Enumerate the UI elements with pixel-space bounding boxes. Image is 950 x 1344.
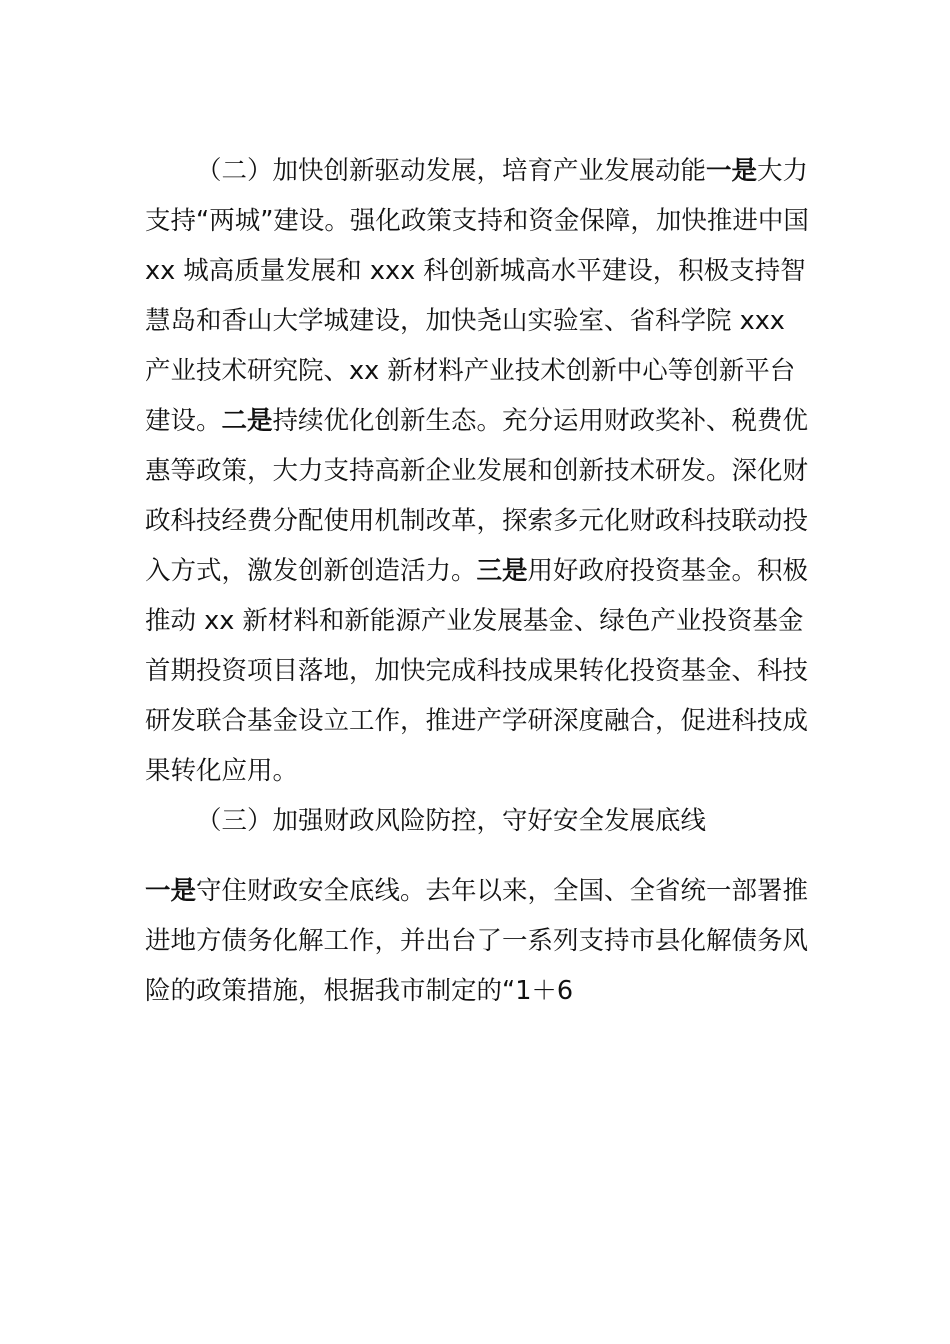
document-body bbox=[145, 146, 810, 1016]
section-3-point-1-label: 一是 bbox=[145, 876, 197, 906]
point-3-label: 三是 bbox=[476, 556, 528, 586]
point-1-label: 一是 bbox=[706, 156, 758, 186]
point-3-text: 用好政府投资基金。积极推动 xx 新材料和新能源产业发展基金、绿色产业投资基金首期投资项目落地，加快完成科技成果转化投资基金、科技研发联合基金设立工作，推进产学研深度融合，促进科技成果转化应用。 bbox=[145, 556, 809, 786]
point-1-text: 大力支持“两城”建设。强化政策支持和资金保障，加快推进中国 xx 城高质量发展和 xxx 科创新城高水平建设，积极支持智慧岛和香山大学城建设，加快尧山实验室、省科学院 xxx 产业技术研究院、xx 新材料产业技术创新中心等创新平台建设。 bbox=[145, 156, 809, 436]
point-2-text: 持续优化创新生态。充分运用财政奖补、税费优惠等政策，大力支持高新企业发展和创新技术研发。深化财政科技经费分配使用机制改革，探索多元化财政科技联动投入方式，激发创新创造活力。 bbox=[145, 406, 809, 586]
point-2-label: 二是 bbox=[221, 406, 273, 436]
section-3-heading: （三）加强财政风险防控，守好安全发展底线 bbox=[196, 806, 707, 836]
section-2-heading: （二）加快创新驱动发展，培育产业发展动能 bbox=[196, 156, 707, 186]
section-3-point-1-text: 守住财政安全底线。去年以来，全国、全省统一部署推进地方债务化解工作，并出台了一系列支持市县化解债务风险的政策措施，根据我市制定的“1＋6 bbox=[145, 876, 809, 1006]
section-2-paragraph bbox=[145, 146, 810, 796]
section-3-paragraph bbox=[145, 866, 810, 1016]
